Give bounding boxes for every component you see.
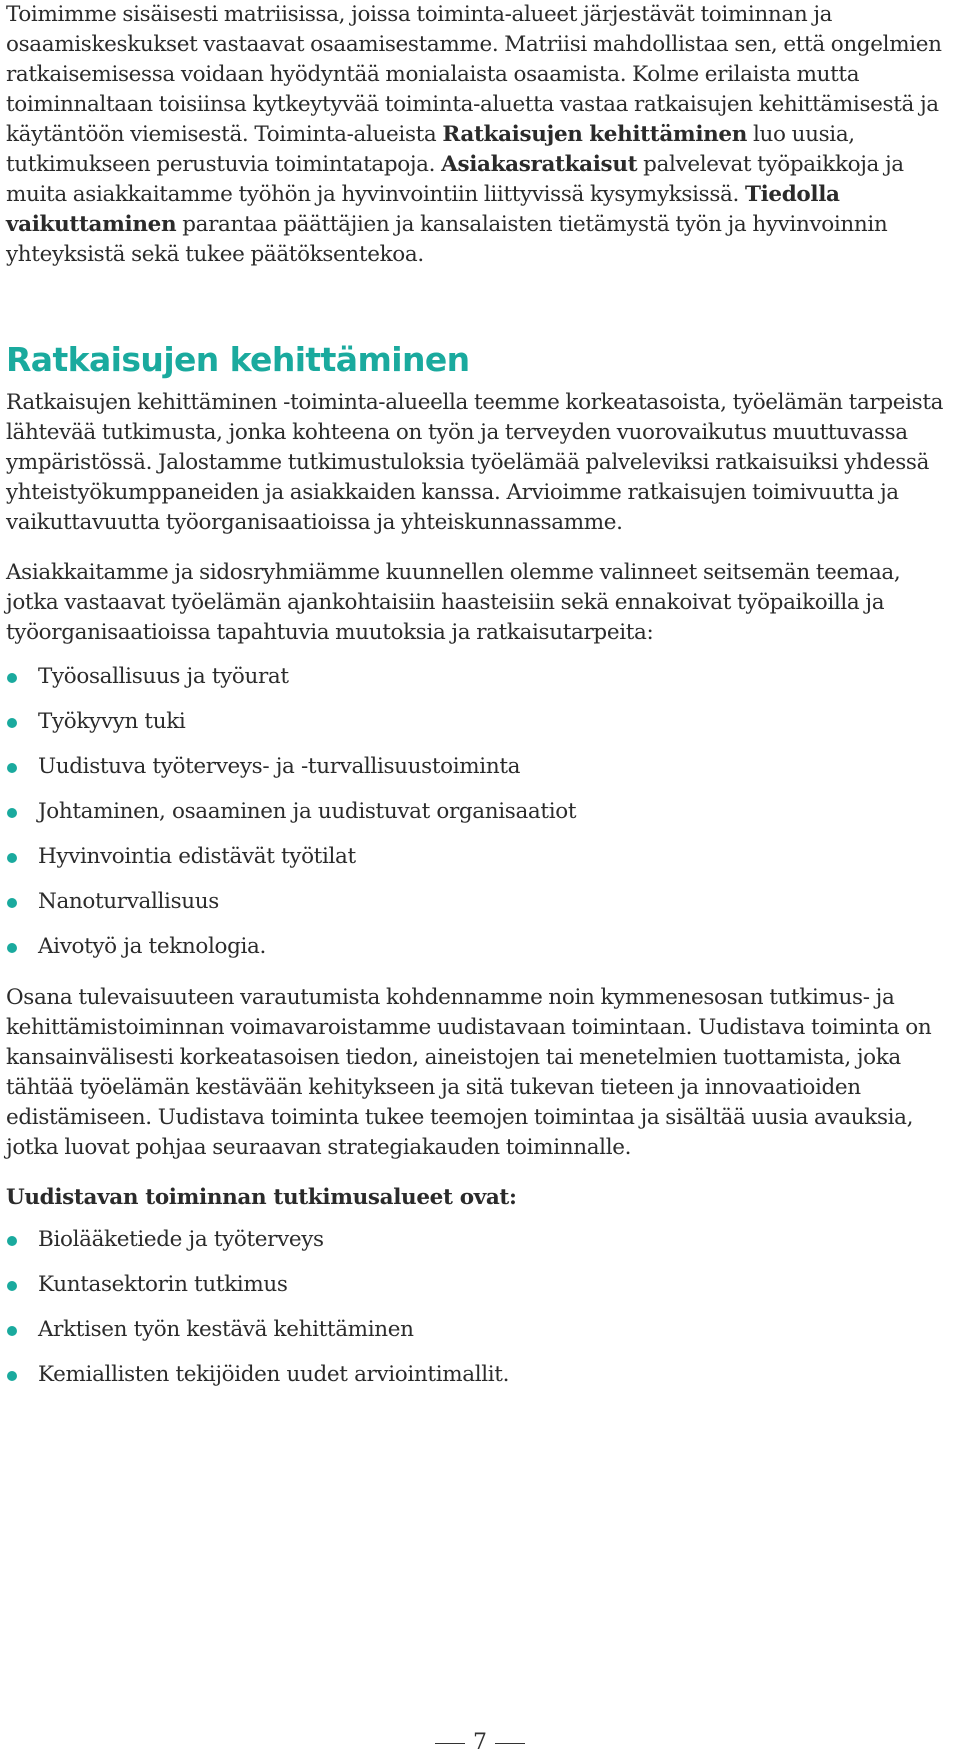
section-paragraph-1: Ratkaisujen kehittäminen -toiminta-alueella teemme korkeatasoista, työelämän tarpeista lähtevää tutkimusta, jonka kohteena on työn ja terveyden vuorovaikutus muuttuvassa ympäristössä. Jalostamme tutkimustuloksia työelämää palveleviksi ratkaisuiksi yhdessä yhteistyökumppaneiden ja asiakkaiden kanssa. Arvioimme ratkaisujen toimivuutta ja vaikuttavuutta työorganisaatioissa ja yhteiskunnassamme.: [6, 390, 944, 535]
intro-text-3: palvelevat työpaikkoja ja muita asiakkaitamme työhön ja hyvinvointiin liittyvissä kysymyksissä.: [6, 152, 904, 207]
list-item: [6, 662, 956, 707]
intro-paragraph: [6, 0, 956, 270]
themes-list: [6, 662, 956, 977]
list-item-label: Kemiallisten tekijöiden uudet arviointimallit.: [38, 1362, 510, 1387]
bullet-icon: [7, 943, 17, 953]
page-footer: [0, 1730, 960, 1755]
bullet-icon: [7, 1281, 17, 1291]
section-paragraph-2: Asiakkaitamme ja sidosryhmiämme kuunnellen olemme valinneet seitsemän teemaa, jotka vastaavat työelämän ajankohtaisiin haasteisiin sekä ennakoivat työpaikoilla ja työorganisaatioissa tapahtuvia muutoksia ja ratkaisutarpeita:: [6, 560, 901, 645]
research-areas-list: [6, 1225, 956, 1405]
intro-bold-tiedolla-vaikuttaminen: Tiedolla vaikuttaminen: [6, 182, 840, 237]
list-item-label: Työkyvyn tuki: [38, 709, 186, 734]
dash-right: [495, 1743, 525, 1744]
intro-text-2: luo uusia, tutkimukseen perustuvia toimintatapoja.: [6, 122, 855, 177]
intro-text-1: Toimimme sisäisesti matriisissa, joissa toiminta-alueet järjestävät toiminnan ja osaamiskeskukset vastaavat osaamisestamme. Matriisi mahdollistaa sen, että ongelmien ratkaisemisessa voidaan hyödyntää monialaista osaamista. Kolme erilaista mutta toiminnaltaan toisiinsa kytkeytyvää toiminta-aluetta vastaa ratkaisujen kehittämisestä ja käytäntöön viemisestä. Toiminta-alueista: [6, 2, 942, 147]
list-item: [6, 707, 956, 752]
bullet-icon: [7, 853, 17, 863]
intro-bold-asiakasratkaisut: Asiakasratkaisut: [441, 152, 638, 177]
bullet-icon: [7, 898, 17, 908]
list-item-label: Arktisen työn kestävä kehittäminen: [38, 1317, 414, 1342]
bullet-icon: [7, 673, 17, 683]
list-item-label: Uudistuva työterveys- ja -turvallisuustoiminta: [38, 754, 521, 779]
list-item-label: Aivotyö ja teknologia.: [38, 934, 266, 959]
bullet-icon: [7, 718, 17, 728]
bullet-icon: [7, 1236, 17, 1246]
list-item: [6, 842, 956, 887]
list-item: [6, 932, 956, 977]
intro-text-4: parantaa päättäjien ja kansalaisten tietämystä työn ja hyvinvoinnin yhteyksistä sekä tukee päätöksentekoa.: [6, 212, 888, 267]
section-paragraph-3: Osana tulevaisuuteen varautumista kohdennamme noin kymmenesosan tutkimus- ja kehittämistoiminnan voimavaroistamme uudistavaan toimintaan. Uudistava toiminta on kansainvälisesti korkeatasoisen tiedon, aineistojen tai menetelmien tuottamista, joka tähtää työelämän kestävään kehitykseen ja sitä tukevan tieteen ja innovaatioiden edistämiseen. Uudistava toiminta tukee teemojen toimintaa ja sisältää uusia avauksia, jotka luovat pohjaa seuraavan strategiakauden toiminnalle.: [6, 985, 932, 1160]
section-heading: Ratkaisujen kehittäminen: [6, 340, 470, 379]
list-item: [6, 797, 956, 842]
list-item: [6, 1225, 956, 1270]
list-item-label: Kuntasektorin tutkimus: [38, 1272, 288, 1297]
list-item-label: Biolääketiede ja työterveys: [38, 1227, 324, 1252]
list-item: [6, 1270, 956, 1315]
list-item: [6, 1315, 956, 1360]
bullet-icon: [7, 763, 17, 773]
list-item-label: Hyvinvointia edistävät työtilat: [38, 844, 356, 869]
bullet-icon: [7, 808, 17, 818]
list-item-label: Nanoturvallisuus: [38, 889, 219, 914]
dash-left: [435, 1743, 465, 1744]
list-item-label: Työosallisuus ja työurat: [38, 664, 289, 689]
document-page: [6, 0, 956, 1405]
list-item: [6, 752, 956, 797]
list-item: [6, 887, 956, 932]
research-areas-subheading: Uudistavan toiminnan tutkimusalueet ovat:: [6, 1185, 517, 1210]
bullet-icon: [7, 1326, 17, 1336]
intro-bold-ratkaisujen-kehittaminen: Ratkaisujen kehittäminen: [442, 122, 748, 147]
list-item: [6, 1360, 956, 1405]
page-number: 7: [473, 1730, 487, 1755]
list-item-label: Johtaminen, osaaminen ja uudistuvat organisaatiot: [38, 799, 577, 824]
bullet-icon: [7, 1371, 17, 1381]
